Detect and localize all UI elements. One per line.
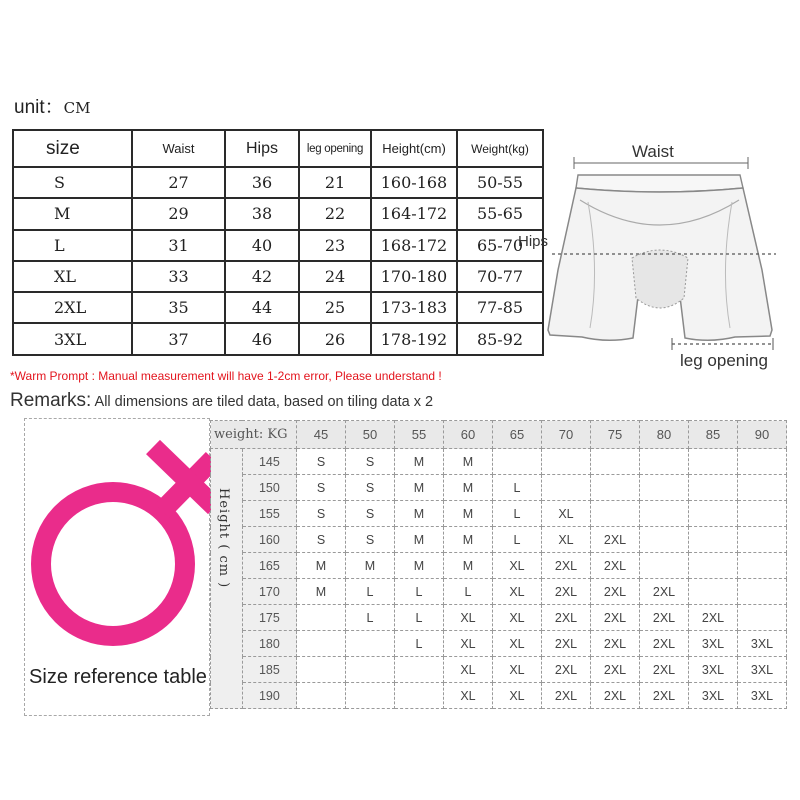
- grid-size-cell: [640, 449, 689, 475]
- warm-prompt: *Warm Prompt : Manual measurement will have 1-2cm error, Please understand !: [10, 369, 442, 383]
- grid-size-cell: [346, 631, 395, 657]
- grid-size-cell: S: [297, 527, 346, 553]
- grid-size-cell: [738, 527, 787, 553]
- size-value-cell: 164-172: [371, 198, 457, 229]
- grid-row: [211, 631, 787, 657]
- grid-size-cell: [297, 631, 346, 657]
- grid-size-cell: [738, 553, 787, 579]
- grid-size-cell: L: [493, 475, 542, 501]
- size-table: [12, 129, 544, 356]
- grid-size-cell: L: [395, 579, 444, 605]
- grid-row: [211, 683, 787, 709]
- grid-height-label: Height ( cm ): [216, 488, 231, 589]
- shorts-illustration: [510, 130, 800, 380]
- grid-size-cell: M: [444, 553, 493, 579]
- grid-size-cell: XL: [444, 631, 493, 657]
- grid-size-cell: L: [346, 605, 395, 631]
- size-row: [13, 198, 543, 229]
- weight-column-header: 85: [689, 421, 738, 449]
- size-value-cell: 35: [132, 292, 225, 323]
- size-value-cell: 24: [299, 261, 371, 292]
- size-value-cell: 50-55: [457, 167, 543, 198]
- size-table-header: [13, 130, 543, 167]
- unit-value: CM: [63, 99, 91, 117]
- grid-size-cell: L: [493, 527, 542, 553]
- grid-size-cell: [591, 449, 640, 475]
- grid-size-cell: [689, 449, 738, 475]
- grid-size-cell: [346, 683, 395, 709]
- height-row-header: 180: [242, 631, 296, 657]
- remarks: [10, 390, 433, 412]
- grid-size-cell: 3XL: [689, 631, 738, 657]
- grid-size-cell: 2XL: [689, 605, 738, 631]
- grid-size-cell: M: [444, 527, 493, 553]
- size-value-cell: 46: [225, 323, 299, 354]
- size-value-cell: 27: [132, 167, 225, 198]
- header-leg-opening: leg opening: [299, 130, 371, 167]
- grid-size-cell: [395, 683, 444, 709]
- size-reference-title: Size reference table: [29, 666, 207, 688]
- grid-size-cell: [640, 527, 689, 553]
- height-row-header: 170: [242, 579, 296, 605]
- height-row-header: 150: [242, 475, 296, 501]
- height-weight-table: [210, 420, 787, 709]
- grid-size-cell: [738, 605, 787, 631]
- grid-corner-label: weight: KG: [211, 421, 297, 449]
- height-row-header: 155: [242, 501, 296, 527]
- size-row: [13, 261, 543, 292]
- size-cell: S: [13, 167, 132, 198]
- grid-size-cell: M: [297, 553, 346, 579]
- grid-size-cell: M: [297, 579, 346, 605]
- shorts-diagram: [510, 130, 800, 380]
- grid-size-cell: M: [395, 475, 444, 501]
- header-height: Height(cm): [371, 130, 457, 167]
- size-value-cell: 85-92: [457, 323, 543, 354]
- grid-row: [211, 605, 787, 631]
- grid-size-cell: 2XL: [591, 631, 640, 657]
- grid-size-cell: [297, 605, 346, 631]
- grid-row: [211, 527, 787, 553]
- grid-size-cell: XL: [493, 553, 542, 579]
- size-value-cell: 29: [132, 198, 225, 229]
- size-cell: 2XL: [13, 292, 132, 323]
- grid-size-cell: [640, 553, 689, 579]
- grid-size-cell: XL: [493, 657, 542, 683]
- grid-size-cell: 2XL: [591, 657, 640, 683]
- grid-size-cell: [542, 449, 591, 475]
- grid-size-cell: 2XL: [640, 683, 689, 709]
- size-value-cell: 70-77: [457, 261, 543, 292]
- height-row-header: 185: [242, 657, 296, 683]
- grid-size-cell: [297, 683, 346, 709]
- weight-column-header: 75: [591, 421, 640, 449]
- size-value-cell: 38: [225, 198, 299, 229]
- height-weight-grid: [210, 420, 787, 709]
- grid-size-cell: S: [346, 527, 395, 553]
- grid-size-cell: M: [444, 475, 493, 501]
- grid-size-cell: XL: [493, 683, 542, 709]
- weight-column-header: 70: [542, 421, 591, 449]
- size-row: [13, 292, 543, 323]
- size-value-cell: 173-183: [371, 292, 457, 323]
- size-cell: M: [13, 198, 132, 229]
- grid-size-cell: S: [297, 501, 346, 527]
- grid-size-cell: L: [444, 579, 493, 605]
- height-row-header: 175: [242, 605, 296, 631]
- size-value-cell: 26: [299, 323, 371, 354]
- unit-prefix: unit：: [14, 97, 64, 118]
- grid-size-cell: [591, 475, 640, 501]
- size-value-cell: 44: [225, 292, 299, 323]
- grid-size-cell: 2XL: [542, 579, 591, 605]
- grid-size-cell: [640, 501, 689, 527]
- size-cell: XL: [13, 261, 132, 292]
- grid-size-cell: XL: [493, 579, 542, 605]
- grid-size-cell: [640, 475, 689, 501]
- grid-size-cell: S: [346, 449, 395, 475]
- grid-size-cell: [493, 449, 542, 475]
- remarks-label: Remarks:: [10, 390, 92, 411]
- header-weight: Weight(kg): [457, 130, 543, 167]
- grid-size-cell: L: [395, 631, 444, 657]
- size-value-cell: 77-85: [457, 292, 543, 323]
- grid-size-cell: S: [297, 449, 346, 475]
- grid-row: [211, 475, 787, 501]
- grid-size-cell: L: [346, 579, 395, 605]
- height-row-header: 165: [242, 553, 296, 579]
- grid-row: [211, 579, 787, 605]
- grid-size-cell: 2XL: [542, 631, 591, 657]
- grid-size-cell: M: [444, 449, 493, 475]
- size-value-cell: 22: [299, 198, 371, 229]
- leg-opening-label: leg opening: [680, 351, 768, 370]
- height-row-header: 160: [242, 527, 296, 553]
- grid-size-cell: 3XL: [738, 631, 787, 657]
- grid-size-cell: M: [395, 449, 444, 475]
- grid-size-cell: 2XL: [591, 683, 640, 709]
- grid-size-cell: 3XL: [689, 657, 738, 683]
- size-value-cell: 170-180: [371, 261, 457, 292]
- grid-size-cell: 2XL: [640, 579, 689, 605]
- grid-size-cell: [689, 579, 738, 605]
- grid-size-cell: 2XL: [640, 657, 689, 683]
- grid-size-cell: [738, 475, 787, 501]
- grid-size-cell: L: [493, 501, 542, 527]
- grid-size-cell: 2XL: [542, 605, 591, 631]
- grid-size-cell: S: [346, 501, 395, 527]
- size-value-cell: 23: [299, 230, 371, 261]
- grid-size-cell: 3XL: [738, 657, 787, 683]
- grid-size-cell: [689, 553, 738, 579]
- size-value-cell: 40: [225, 230, 299, 261]
- grid-size-cell: XL: [493, 605, 542, 631]
- grid-size-cell: XL: [444, 657, 493, 683]
- grid-size-cell: M: [346, 553, 395, 579]
- grid-size-cell: 2XL: [542, 683, 591, 709]
- grid-size-cell: [542, 475, 591, 501]
- size-value-cell: 36: [225, 167, 299, 198]
- grid-header-row: [211, 421, 787, 449]
- weight-column-header: 50: [346, 421, 395, 449]
- grid-size-cell: [738, 501, 787, 527]
- size-value-cell: 31: [132, 230, 225, 261]
- weight-column-header: 90: [738, 421, 787, 449]
- unit-label: [14, 92, 90, 119]
- grid-size-cell: 2XL: [640, 631, 689, 657]
- grid-size-cell: 2XL: [591, 579, 640, 605]
- grid-size-cell: XL: [542, 501, 591, 527]
- grid-size-cell: S: [297, 475, 346, 501]
- weight-column-header: 65: [493, 421, 542, 449]
- grid-size-cell: 2XL: [542, 553, 591, 579]
- grid-size-cell: [591, 501, 640, 527]
- height-row-header: 145: [242, 449, 296, 475]
- size-value-cell: 37: [132, 323, 225, 354]
- grid-row: [211, 449, 787, 475]
- grid-row: [211, 553, 787, 579]
- grid-size-cell: [395, 657, 444, 683]
- hips-label: Hips: [518, 233, 549, 250]
- grid-size-cell: [738, 579, 787, 605]
- grid-size-cell: M: [395, 527, 444, 553]
- size-reference-panel: [24, 418, 210, 716]
- grid-size-cell: 2XL: [640, 605, 689, 631]
- grid-size-cell: [689, 527, 738, 553]
- grid-size-cell: 2XL: [591, 527, 640, 553]
- header-size: size: [13, 130, 132, 167]
- waist-label: Waist: [632, 142, 674, 161]
- grid-size-cell: [738, 449, 787, 475]
- grid-row: [211, 657, 787, 683]
- grid-size-cell: [297, 657, 346, 683]
- size-value-cell: 178-192: [371, 323, 457, 354]
- grid-size-cell: 2XL: [591, 605, 640, 631]
- size-row: [13, 323, 543, 354]
- grid-size-cell: 3XL: [738, 683, 787, 709]
- size-value-cell: 42: [225, 261, 299, 292]
- size-value-cell: 55-65: [457, 198, 543, 229]
- grid-size-cell: [689, 501, 738, 527]
- grid-size-cell: XL: [542, 527, 591, 553]
- size-row: [13, 230, 543, 261]
- weight-column-header: 80: [640, 421, 689, 449]
- size-row: [13, 167, 543, 198]
- grid-size-cell: L: [395, 605, 444, 631]
- grid-size-cell: 2XL: [542, 657, 591, 683]
- grid-size-cell: XL: [444, 683, 493, 709]
- size-value-cell: 25: [299, 292, 371, 323]
- header-hips: Hips: [225, 130, 299, 167]
- size-value-cell: 33: [132, 261, 225, 292]
- size-cell: L: [13, 230, 132, 261]
- grid-size-cell: [346, 657, 395, 683]
- size-value-cell: 168-172: [371, 230, 457, 261]
- grid-size-cell: [689, 475, 738, 501]
- grid-size-cell: M: [395, 553, 444, 579]
- grid-size-cell: S: [346, 475, 395, 501]
- grid-size-cell: M: [395, 501, 444, 527]
- grid-size-cell: 3XL: [689, 683, 738, 709]
- weight-column-header: 55: [395, 421, 444, 449]
- size-cell: 3XL: [13, 323, 132, 354]
- weight-column-header: 45: [297, 421, 346, 449]
- weight-column-header: 60: [444, 421, 493, 449]
- female-symbol-icon: [25, 419, 211, 659]
- grid-size-cell: 2XL: [591, 553, 640, 579]
- remarks-text: All dimensions are tiled data, based on tiling data x 2: [91, 394, 434, 410]
- grid-size-cell: XL: [444, 605, 493, 631]
- header-waist: Waist: [132, 130, 225, 167]
- size-value-cell: 21: [299, 167, 371, 198]
- height-row-header: 190: [242, 683, 296, 709]
- grid-row: [211, 501, 787, 527]
- size-value-cell: 160-168: [371, 167, 457, 198]
- grid-size-cell: M: [444, 501, 493, 527]
- chamois-pad: [632, 250, 688, 308]
- grid-size-cell: XL: [493, 631, 542, 657]
- size-value-cell: 65-70: [457, 230, 543, 261]
